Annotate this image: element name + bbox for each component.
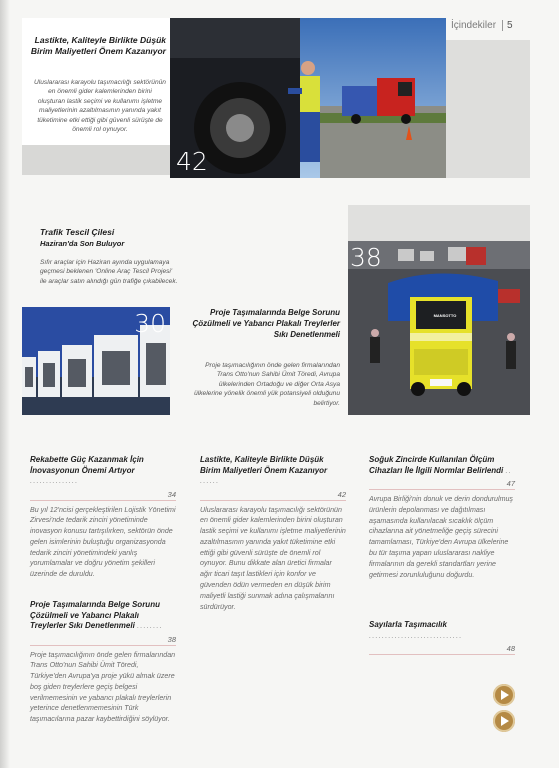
feature-42-title: Lastikte, Kaliteyle Birlikte Düşük Birim Maliyetleri Önem Kazanıyor bbox=[30, 35, 166, 56]
toc-page-number: 38 bbox=[30, 635, 176, 646]
traffic-feature bbox=[40, 227, 180, 249]
feature-42-text-panel bbox=[22, 18, 170, 145]
section-title: İçindekiler bbox=[451, 20, 497, 31]
toc-title: Rekabette Güç Kazanmak İçin İnovasyonun Önemi Artıyor bbox=[30, 455, 144, 475]
page-header bbox=[451, 20, 513, 31]
feature-42-body: Uluslararası karayolu taşımacılığı sektörünün en önemli gider kalemlerinden birini oluşturan lastik seçimi ve kullanımı işletme maliyetlerinin azaltılmasının yanında yakıt tüketimine etki ettiği gibi güvenli sürüşte de önemli rol oynuyor. bbox=[34, 79, 166, 134]
toc-entry-42[interactable]: Lastikte, Kaliteyle Birlikte Düşük Birim Maliyetleri Önem Kazanıyor ...... 42 Uluslararası karayolu taşımacılığı sektörünün en önemli gider kalemlerinden birini oluşturan lastik seçimi ve kullanımı işletme maliyetlerinin azaltılmasının yanında yakıt tüketimine etki ettiği gibi güvenli sürüşte de önemli rol oynuyor. Bunu dikkate alan üretici firmalar ağır ticari taşıt lastikleri için konfor ve güvenden ödün vermeden en düşük birim maliyetli lastiği sunmak adına çalışmalarını sürdürüyor. bbox=[200, 455, 346, 611]
feature-38-title: Proje Taşımalarında Belge Sorunu Çözülmeli ve Yabancı Plakalı Treylerler Sıkı Denetlenmeli bbox=[192, 308, 340, 339]
traffic-body: Sıfır araçlar için Haziran ayında uygulamaya geçmesi beklenen 'Online Araç Tescil Projesi' ile araçlar satın alındığı gün trafiğe çıkabilecek. bbox=[40, 259, 178, 285]
toc-page-number: 42 bbox=[200, 490, 346, 501]
next-arrow-icon[interactable] bbox=[493, 684, 515, 706]
tire-change-illustration bbox=[170, 18, 446, 178]
truck-logo-text: MANSOTTO bbox=[433, 313, 457, 318]
toc-entry-38[interactable]: Proje Taşımalarında Belge Sorunu Çözülmeli ve Yabancı Plakalı Treylerler Sıkı Denetlenmeli ........ 38 Proje taşımacılığının önde gelen firmalarından Trans Otto'nun Sahibi Ümit Töredi, Türkiye'den Avrupa'ya proje yükü almak üzere boş giden treylerlere geçiş belgesi verilmemesinin ve yabancı plakalı treylerlerin yeterince denetlenmemesinin Türk taşımacılarına pazar kaybettirdiğini söylüyor. bbox=[30, 600, 176, 724]
grey-accent-bar bbox=[446, 40, 530, 178]
toc-title: Sayılarla Taşımacılık bbox=[369, 620, 447, 629]
warehouse-photo[interactable] bbox=[22, 307, 170, 415]
toc-summary: Uluslararası karayolu taşımacılığı sektörünün en önemli gider kalemlerinden birini oluşturan lastik seçimi ve kullanımı işletme maliyetlerinin azaltılmasının yanında yakıt tüketimine etki ettiği gibi güvenli sürüşte de önemli rol oynuyor. Bunu dikkate alan üretici firmalar ağır ticari taşıt lastikleri için konfor ve güvenden ödün vermeden en düşük birim maliyetli lastiği sunmak adına çalışmalarını sürdürüyor. bbox=[200, 505, 346, 611]
next-arrow-icon[interactable] bbox=[493, 710, 515, 732]
grey-accent-bar bbox=[22, 145, 170, 175]
toc-summary: Proje taşımacılığının önde gelen firmalarından Trans Otto'nun Sahibi Ümit Töredi, Türkiye'den Avrupa'ya proje yükü almak üzere boş giden treylerlere geçiş belgesi verilmemesinin ve yabancı plakalı treylerlerin yeterince denetlenmemesinin Türk taşımacılarına pazar kaybettirdiğini söylüyor. bbox=[30, 650, 176, 724]
page-spine bbox=[0, 0, 10, 768]
grey-accent-bar bbox=[348, 205, 530, 241]
traffic-subtitle: Haziran'da Son Buluyor bbox=[40, 239, 125, 248]
toc-page-number: 48 bbox=[369, 644, 515, 655]
toc-summary: Avrupa Birliği'nin donuk ve derin dondurulmuş ürünlerin depolanması ve dağıtılması aşamasında kullanılacak sıcaklık ölçüm cihazlarına ait yönetmeliğe geçiş sürecini tamamlaması, Türkiye'den Avrupa ülkelerine bu tür taşıma yapan uluslararası nakliye firmalarının da gerekli standartları yerine getirmesi zorunluluğunu doğurdu. bbox=[369, 495, 513, 579]
toc-entry-34[interactable]: Rekabette Güç Kazanmak İçin İnovasyonun Önemi Artıyor ............... 34 Bu yıl 12'ncisi gerçekleştirilen Lojistik Yönetimi Zirvesi'nde tedarik zinciri yönetiminde inovasyon konusu tartışılırken, sektörün önde gelen isimlerinin buluştuğu organizasyonda tedarik zinciri yönetimindeki yanlış yorumlamalar ve doğru yönetim şekilleri üzerinde de duruldu. bbox=[30, 455, 176, 579]
toc-page-number: 47 bbox=[369, 479, 515, 490]
toc-title: Proje Taşımalarında Belge Sorunu Çözülmeli ve Yabancı Plakalı Treylerler Sıkı Denetlenmeli bbox=[30, 600, 160, 630]
toc-title: Lastikte, Kaliteyle Birlikte Düşük Birim Maliyetleri Önem Kazanıyor bbox=[200, 455, 328, 475]
feature-30-page-number: 30 bbox=[134, 309, 166, 338]
toc-page-number: 34 bbox=[30, 490, 176, 501]
feature-38-body: Proje taşımacılığının önde gelen firmalarından Trans Otto'nun Sahibi Ümit Töredi, Avrupa ülkelerinden Ortadoğu ve diğer Orta Asya ülkelerine yönelik önemli yük potansiyeli olduğunu belirtiyor. bbox=[194, 362, 340, 407]
toc-summary: Bu yıl 12'ncisi gerçekleştirilen Lojistik Yönetimi Zirvesi'nde tedarik zinciri yönetiminde inovasyon konusu tartışılırken, sektörün önde gelen isimlerinin buluştuğu organizasyonda tedarik zinciri yönetimindeki yanlış yorumlamalar ve doğru yönetim şekilleri üzerinde de duruldu. bbox=[30, 505, 176, 579]
yellow-truck-photo[interactable] bbox=[348, 241, 530, 415]
page-number: 5 bbox=[502, 20, 513, 31]
feature-38-page-number: 38 bbox=[350, 243, 382, 272]
traffic-title: Trafik Tescil Çilesi bbox=[40, 227, 115, 237]
feature-42-page-number: 42 bbox=[176, 147, 208, 176]
toc-entry-47[interactable]: Soğuk Zincirde Kullanılan Ölçüm Cihazları İle İlgili Normlar Belirlendi .. 47 Avrupa Birliği'nin donuk ve derin dondurulmuş ürünlerin depolanması ve dağıtılması aşamasında kullanılacak sıcaklık ölçüm cihazlarına ait yönetmeliğe geçiş sürecini tamamlaması, Türkiye'den Avrupa ülkelerine bu tür taşıma yapan uluslararası nakliye firmalarının da gerekli standartları yerine getirmesi zorunluluğunu doğurdu. bbox=[369, 455, 515, 579]
toc-title: Soğuk Zincirde Kullanılan Ölçüm Cihazları İle İlgili Normlar Belirlendi bbox=[369, 455, 504, 475]
toc-entry-48[interactable]: Sayılarla Taşımacılık ............................. 48 bbox=[369, 620, 515, 653]
tire-change-photo[interactable] bbox=[170, 18, 446, 178]
